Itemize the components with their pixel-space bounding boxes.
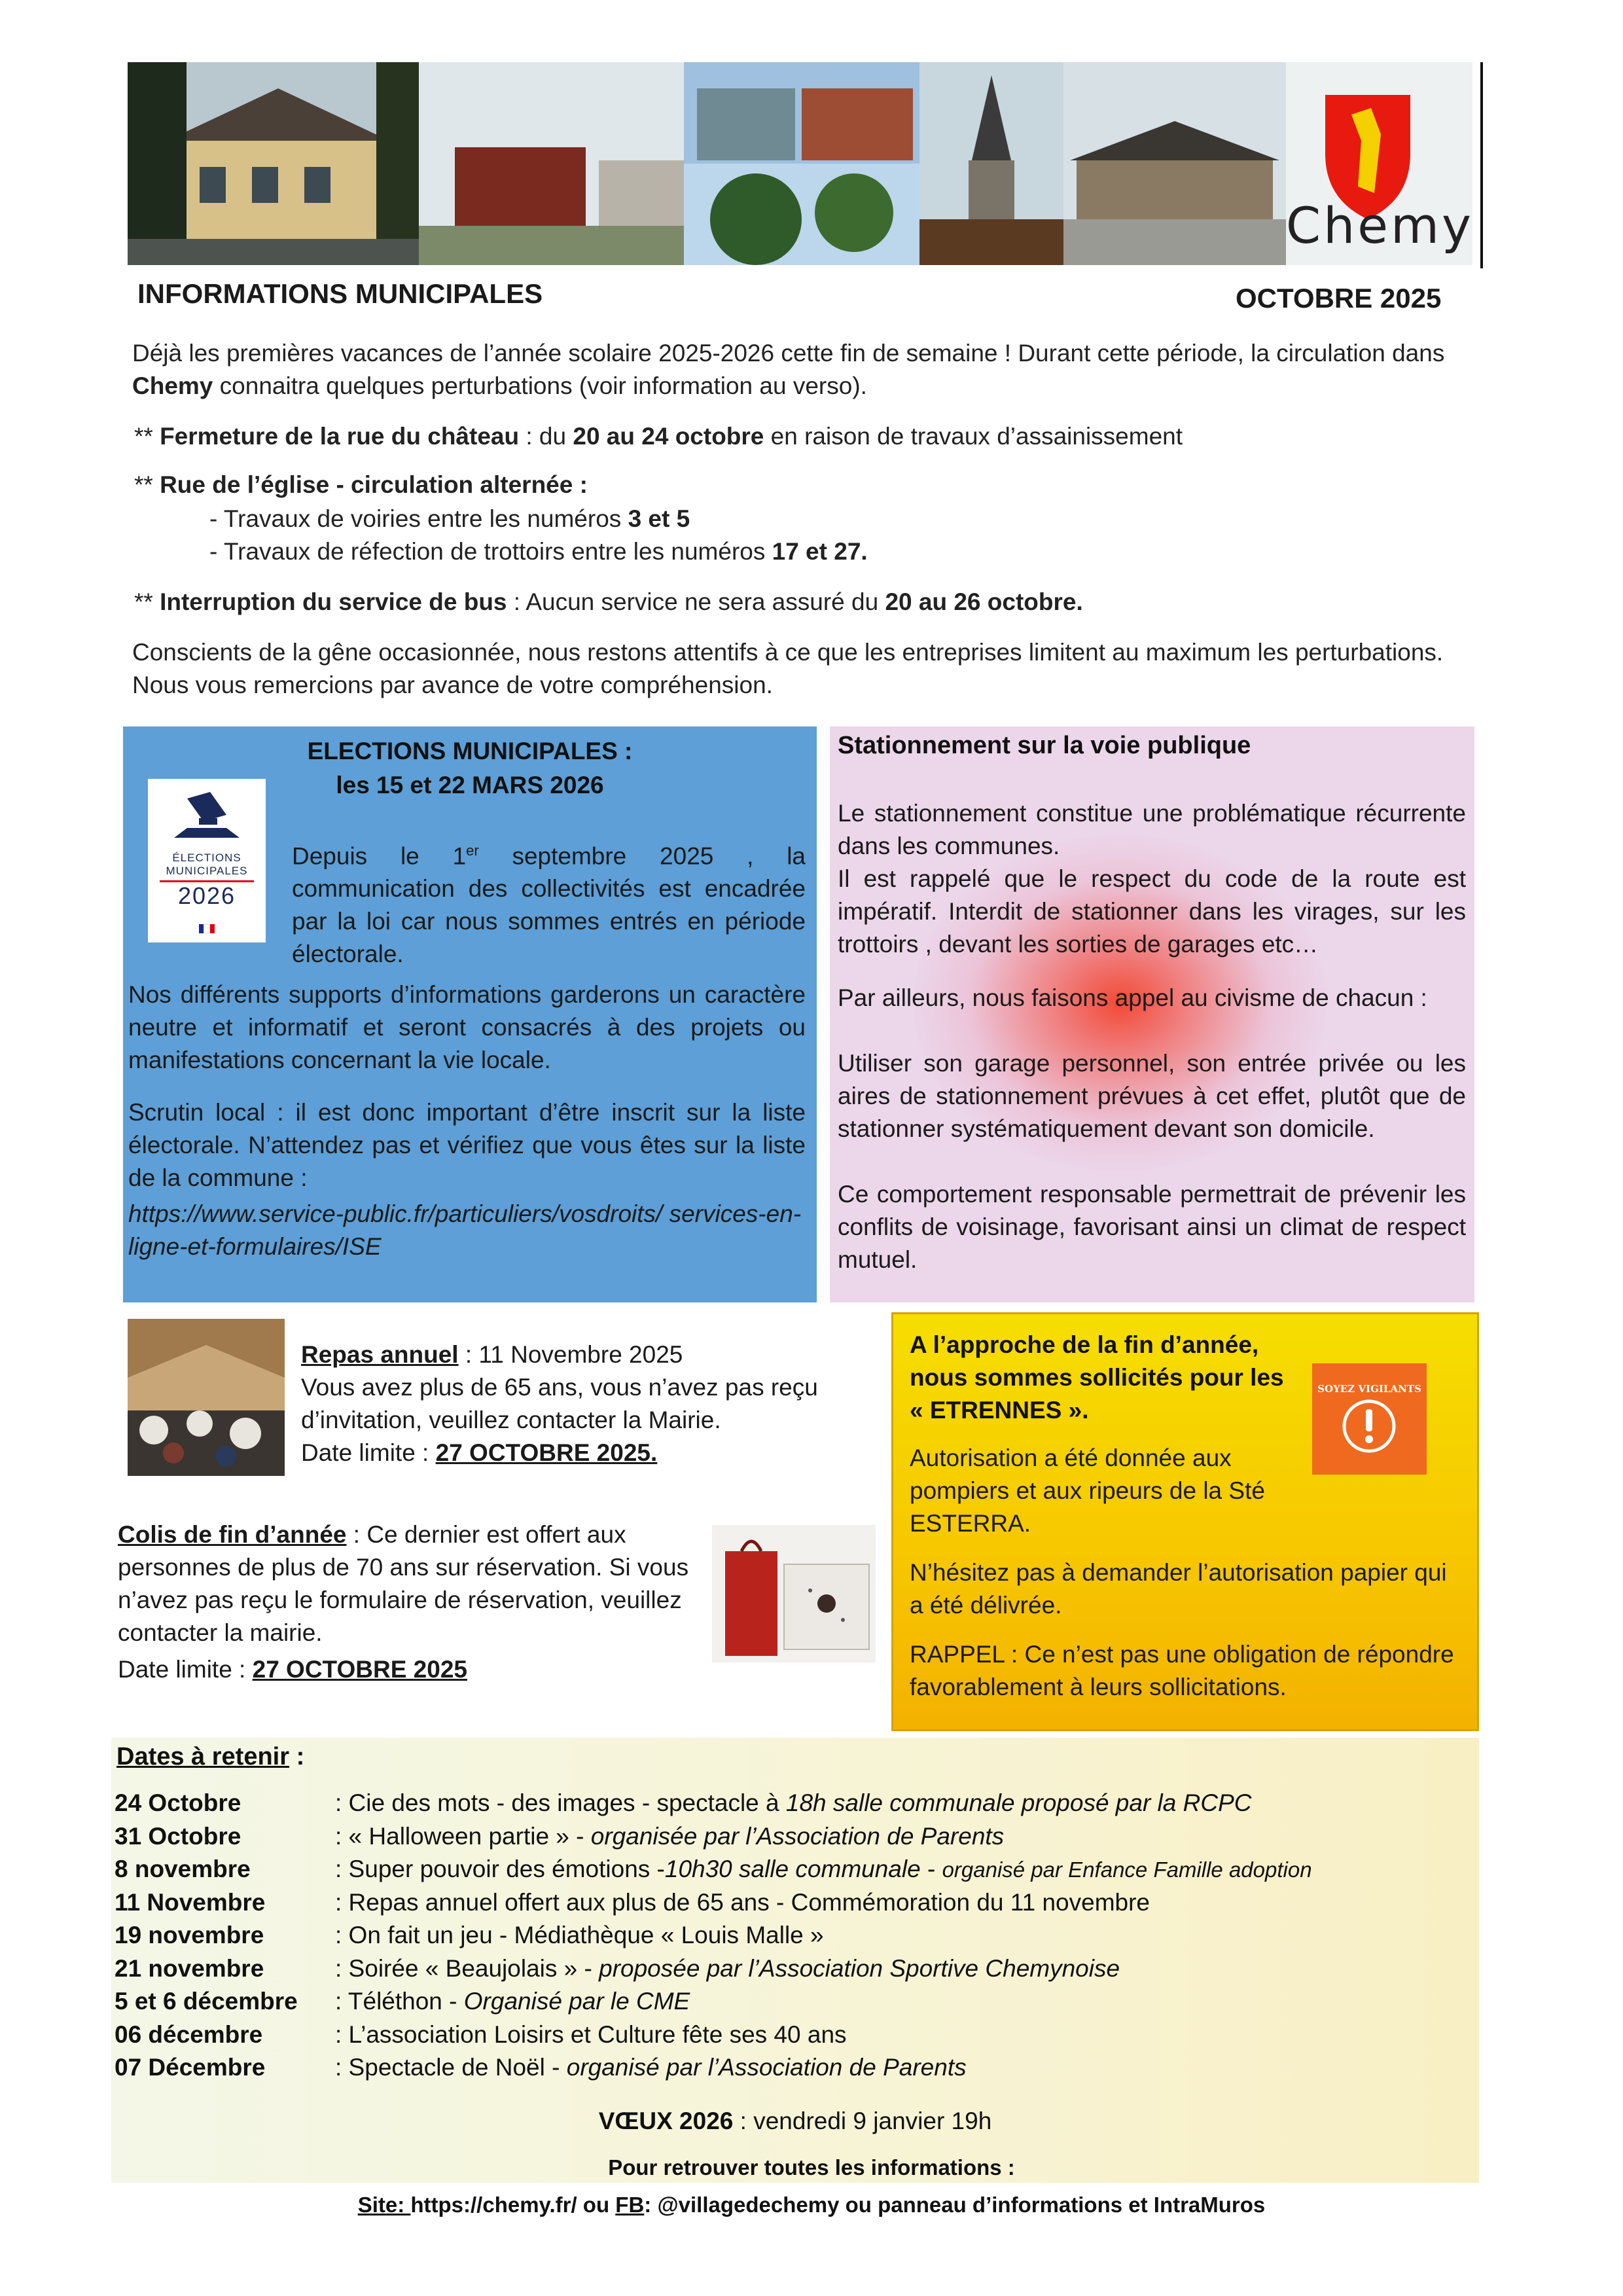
event-row: [115, 1952, 1476, 1986]
elections-logo-year: 2026: [160, 880, 254, 910]
elections-title: ELECTIONS MUNICIPALES :: [307, 738, 633, 764]
parking-box: [830, 726, 1474, 1302]
colis-deadline: Date limite : 27 OCTOBRE 2025: [118, 1656, 467, 1683]
event-row: [115, 1886, 1476, 1920]
parking-paragraph-1: Le stationnement constitue une problématique récurrente dans les communes.: [838, 800, 1466, 859]
event-date: 21 novembre: [115, 1954, 264, 1982]
event-date: 19 novembre: [115, 1922, 264, 1948]
notice-bus-interruption: ** Interruption du service de bus : Aucun service ne sera assuré du 20 au 26 octobre.: [134, 588, 1083, 615]
event-description: : Téléthon - Organisé par le CME: [335, 1988, 690, 2015]
event-date: 06 décembre: [115, 2020, 263, 2048]
elections-paragraph-1: Depuis le 1er septembre 2025 , la communication des collectivités est encadrée par la loi car nous sommes entrés en période électorale.: [292, 842, 806, 968]
event-row: [115, 1919, 1476, 1952]
etrennes-box: [891, 1312, 1479, 1731]
section-title: INFORMATIONS MUNICIPALES: [137, 278, 543, 309]
event-description: : L’association Loisirs et Culture fête ses 40 ans: [335, 2020, 847, 2048]
warning-sign-text: SOYEZ VIGILANTS: [1317, 1383, 1421, 1395]
event-date: 8 novembre: [115, 1856, 251, 1882]
footer-line-2: Site: https://chemy.fr/ ou FB: @villagedechemy ou panneau d’informations et IntraMuros: [357, 2193, 1266, 2217]
etrennes-paragraph-3: RAPPEL : Ce n’est pas une obligation de répondre favorablement à leurs sollicitations.: [910, 1641, 1454, 1700]
event-row: [115, 1985, 1476, 2018]
parking-paragraph-3: Par ailleurs, nous faisons appel au civisme de chacun :: [838, 984, 1427, 1011]
header-divider: [1480, 62, 1483, 268]
elections-link[interactable]: https://www.service-public.fr/particuliers/vosdroits/ services-en-ligne-et-formulaires/ISE: [128, 1200, 802, 1260]
repas-heading: Repas annuel : 11 Novembre 2025: [301, 1341, 683, 1368]
event-date: 5 et 6 décembre: [115, 1988, 298, 2015]
parking-paragraph-2: Il est rappelé que le respect du code de la route est impératif. Interdit de stationner dans les virages, sur les trottoirs , devant les sorties de garages etc…: [838, 865, 1466, 958]
event-row: [115, 1853, 1476, 1886]
etrennes-paragraph-1: Autorisation a été donnée aux pompiers et aux ripeurs de la Sté ESTERRA.: [910, 1444, 1265, 1537]
french-flag-icon: [199, 924, 215, 933]
elections-logo: [148, 779, 266, 942]
dates-box: [111, 1738, 1479, 2183]
event-description: : On fait un jeu - Médiathèque « Louis Malle »: [335, 1922, 824, 1948]
voeux-line: VŒUX 2026 : vendredi 9 janvier 19h: [598, 2108, 992, 2134]
event-date: 31 Octobre: [115, 1822, 241, 1850]
event-description: : « Halloween partie » - organisée par l’Association de Parents: [335, 1822, 1005, 1850]
gift-box-photo: [712, 1525, 876, 1662]
issue-date: OCTOBRE 2025: [1236, 283, 1442, 314]
elections-logo-line2: MUNICIPALES: [166, 865, 248, 877]
repas-deadline: Date limite : 27 OCTOBRE 2025.: [301, 1439, 658, 1466]
colis-block: [118, 1518, 707, 1686]
event-date: 24 Octobre: [115, 1789, 241, 1816]
ballot-box-icon: [148, 779, 266, 851]
elections-logo-line1: ÉLECTIONS: [172, 852, 241, 864]
site-link[interactable]: https://chemy.fr/: [410, 2193, 577, 2217]
notice-church-subitem: - Travaux de voiries entre les numéros 3 et 5: [209, 505, 690, 532]
event-date: 11 Novembre: [115, 1888, 266, 1916]
event-description: : Cie des mots - des images - spectacle à 18h salle communale proposé par la RCPC: [335, 1789, 1252, 1816]
event-row: [115, 2018, 1476, 2052]
header-photo-collage: [128, 62, 1472, 265]
parking-title: Stationnement sur la voie publique: [838, 732, 1251, 759]
dates-title: Dates à retenir :: [116, 1743, 305, 1770]
banquet-photo: [128, 1319, 285, 1476]
event-row: [115, 2051, 1476, 2085]
parking-paragraph-5: Ce comportement responsable permettrait de prévenir les conflits de voisinage, favorisant ainsi un climat de respect mutuel.: [838, 1181, 1466, 1273]
etrennes-paragraph-2: N’hésitez pas à demander l’autorisation papier qui a été délivrée.: [910, 1559, 1447, 1619]
etrennes-title: A l’approche de la fin d’année, nous sommes sollicités pour les « ETRENNES ».: [910, 1331, 1284, 1424]
events-list: [115, 1787, 1476, 2085]
parking-paragraph-4: Utiliser son garage personnel, son entrée privée ou les aires de stationnement prévues à cet effet, plutôt que de stationner systématiquement devant son domicile.: [838, 1050, 1466, 1142]
intro-closing-paragraph: Conscients de la gêne occasionnée, nous restons attentifs à ce que les entreprises limitent au maximum les perturbations. Nous vous remercions par avance de votre compréhension.: [132, 639, 1444, 698]
event-description: : Spectacle de Noël - organisé par l’Association de Parents: [335, 2054, 967, 2081]
repas-block: [301, 1338, 864, 1469]
facebook-link[interactable]: FB: [615, 2193, 645, 2217]
event-row: [115, 1820, 1476, 1854]
elections-dates: les 15 et 22 MARS 2026: [336, 772, 604, 798]
event-row: [115, 1787, 1476, 1820]
intro-paragraph: Déjà les premières vacances de l’année scolaire 2025-2026 cette fin de semaine ! Durant cette période, la circulation dans Chemy connaitra quelques perturbations (voir information au verso).: [132, 340, 1445, 399]
notice-church-subitem: - Travaux de réfection de trottoirs entre les numéros 17 et 27.: [209, 538, 868, 565]
event-description: : Super pouvoir des émotions -10h30 salle communale - organisé par Enfance Famille adoption: [335, 1856, 1312, 1882]
brand-name: Chemy: [1286, 196, 1474, 255]
colis-text: Colis de fin d’année : Ce dernier est offert aux personnes de plus de 70 ans sur réservation. Si vous n’avez pas reçu le formulaire de réservation, veuillez contacter la mairie.: [118, 1521, 689, 1646]
event-description: : Repas annuel offert aux plus de 65 ans - Commémoration du 11 novembre: [335, 1888, 1150, 1916]
elections-paragraph-3: Scrutin local : il est donc important d’être inscrit sur la liste électorale. N’attendez pas et vérifiez que vous êtes sur la liste de la commune :: [128, 1099, 806, 1191]
elections-box: [123, 726, 817, 1302]
exclamation-icon: [1312, 1395, 1427, 1467]
event-description: : Soirée « Beaujolais » - proposée par l’Association Sportive Chemynoise: [335, 1954, 1120, 1982]
elections-paragraph-2: Nos différents supports d’informations garderons un caractère neutre et informatif et seront consacrés à des projets ou manifestations concernant la vie locale.: [128, 981, 806, 1073]
notice-church-street: ** Rue de l’église - circulation alternée :: [134, 471, 588, 498]
repas-text: Vous avez plus de 65 ans, vous n’avez pas reçu d’invitation, veuillez contacter la Mairie.: [301, 1374, 818, 1433]
event-date: 07 Décembre: [115, 2054, 266, 2081]
notice-road-closure: ** Fermeture de la rue du château : du 20 au 24 octobre en raison de travaux d’assainissement: [134, 423, 1183, 450]
warning-sign: [1312, 1363, 1427, 1475]
footer-line-1: Pour retrouver toutes les informations :: [608, 2155, 1015, 2179]
